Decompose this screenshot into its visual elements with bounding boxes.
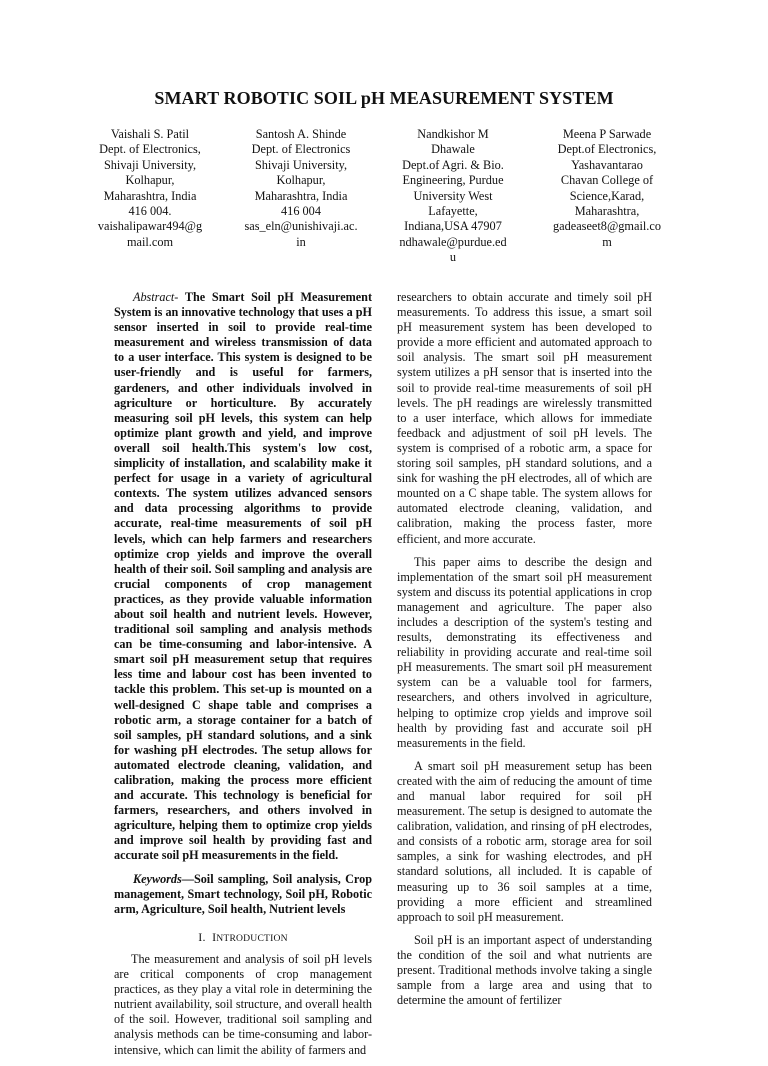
- author-2-dept: Dept. of Electronics: [251, 142, 351, 157]
- section-title-rest: NTRODUCTION: [216, 932, 288, 944]
- keywords-label: Keywords—: [133, 871, 194, 886]
- author-2-email: sas_eln@unishivaji.ac.: [244, 219, 358, 234]
- intro-paragraph-continued: researchers to obtain accurate and timely soil pH measurements. To address this issue, a smart soil pH measurement system has been developed to provide a more efficient and automated approach to soil analysis. The smart soil pH measurement system utilizes a pH sensor that is inserted into the soil to provide real-time measurements of soil pH levels. The pH readings are wirelessly transmitted to a user interface, which allows for immediate feedback and adjustment of soil pH levels. The system is comprised of a robotic arm, a space for storing soil samples, pH standard solutions, and a sink for washing the pH electrodes, all of which are mounted on a C shape table. The system allows for automated electrode cleaning, validation, and calibration, making the process faster, more efficient, and more accurate.: [397, 290, 652, 546]
- abstract-text: The Smart Soil pH Measurement System is an innovative technology that uses a pH sensor inserted in soil to provide real-time measurement and wireless transmission of data to a user interface. This system is designed to be user-friendly and is useful for farmers, gardeners, and other individuals involved in agriculture or horticulture. By accurately measuring soil pH levels, this system can help optimize plant growth and yield, and improve overall soil health.This system's low cost, simplicity of installation, and scalability make it perfect for usage in a variety of agricultural contexts. The system utilizes advanced sensors and data processing algorithms to provide accurate, real-time measurements of soil pH levels, which can help farmers and researchers optimize crop yields and improve the overall health of their soil. Soil sampling and analysis are crucial components of crop management practices, as they provide valuable information about soil health and nutrient levels. However, traditional soil sampling and analysis methods can be time-consuming and labor-intensive. A smart soil pH measurement setup that requires less time and labour cost has been invented to tackle this problem. This set-up is mounted on a well-designed C shape table and comprises a robotic arm, a storage container for a batch of soil samples, pH standard solutions, and a sink for washing pH electrodes. The setup allows for automated electrode cleaning, validation, and calibration, making the process more efficient and accurate. This technology is beneficial for farmers, researchers, and others involved in agriculture, helping them to optimize crop yields and improve soil health by providing fast and accurate soil pH measurements in the field.: [114, 290, 372, 863]
- author-3-university: University West: [413, 188, 493, 203]
- author-3: [393, 127, 513, 266]
- author-1-dept: Dept. of Electronics,: [99, 142, 201, 157]
- author-2-email-cont: in: [296, 234, 306, 249]
- author-2: [241, 127, 361, 250]
- author-4-email-cont: m: [602, 234, 612, 249]
- right-column: [397, 290, 652, 1016]
- intro-paragraph-3: A smart soil pH measurement setup has been created with the aim of reducing the amount of time and manual labor required for soil pH measurement. The setup is designed to automate the calibration, validation, and rinsing of pH electrodes, and consists of a robotic arm, storage area for soil samples, a sink for washing electrodes, and pH standard solutions, all included. It is capable of measuring up to 36 soil samples at a time, providing a more efficient and streamlined approach to soil pH measurement.: [397, 758, 652, 924]
- section-heading-introduction: [114, 930, 372, 946]
- author-3-name: Nandkishor M: [417, 127, 489, 141]
- author-4-college: Yashavantarao: [571, 157, 643, 172]
- author-2-region: Maharashtra, India: [254, 188, 348, 203]
- paper-title: SMART ROBOTIC SOIL pH MEASUREMENT SYSTEM: [154, 88, 614, 108]
- author-3-region: Indiana,USA 47907: [404, 219, 502, 234]
- author-1-postcode: 416 004.: [128, 204, 172, 219]
- author-3-name-cont: Dhawale: [431, 142, 475, 157]
- author-3-email: ndhawale@purdue.ed: [399, 234, 507, 249]
- intro-paragraph-4: Soil pH is an important aspect of understanding the condition of the soil and what nutrients are present. Traditional methods involve taking a single sample from a large area and using that to determine the amount of fertilizer: [397, 932, 652, 1008]
- author-2-name: Santosh A. Shinde: [255, 127, 347, 141]
- author-3-dept: Dept.of Agri. & Bio.: [402, 157, 504, 172]
- intro-paragraph-1: The measurement and analysis of soil pH levels are critical components of crop management practices, as they play a vital role in determining the nutrient availability, soil structure, and overall health of the soil. However, traditional soil sampling and analysis methods can be time-consuming and labor-intensive, which can limit the ability of farmers and: [114, 951, 372, 1057]
- author-1-region: Maharashtra, India: [103, 188, 197, 203]
- author-1-city: Kolhapur,: [125, 173, 175, 188]
- author-4-region: Maharashtra,: [574, 204, 640, 219]
- intro-paragraph-2: This paper aims to describe the design and implementation of the smart soil pH measurement system and discuss its potential applications in crop management and agriculture. The paper also includes a description of the system's testing and results, demonstrating its effectiveness and reliability in providing accurate and real-time soil pH measurements. The smart soil pH measurement system can be a valuable tool for farmers, researchers, and others involved in agriculture, helping to optimize crop yields and improve soil health by providing fast and accurate soil pH measurements in the field.: [397, 554, 652, 750]
- author-2-city: Kolhapur,: [276, 173, 326, 188]
- author-1-email-cont: mail.com: [126, 234, 174, 249]
- section-first-letter: I: [212, 929, 217, 944]
- author-1-email: vaishalipawar494@g: [97, 219, 203, 234]
- keywords-text: Soil sampling, Soil analysis, Crop management, Smart technology, Soil pH, Robotic arm, Agriculture, Soil health, Nutrient levels: [114, 871, 372, 916]
- abstract: [114, 290, 372, 864]
- author-1-university: Shivaji University,: [103, 157, 197, 172]
- author-1-name: Vaishali S. Patil: [110, 127, 190, 141]
- author-4-email: gadeaseet8@gmail.co: [553, 219, 661, 234]
- author-4-name: Meena P Sarwade: [562, 127, 652, 141]
- author-block: [90, 127, 710, 265]
- author-2-postcode: 416 004: [281, 204, 321, 219]
- keywords: [114, 872, 372, 917]
- author-3-dept-cont: Engineering, Purdue: [402, 173, 504, 188]
- author-3-city: Lafayette,: [428, 204, 478, 219]
- author-4-city: Science,Karad,: [569, 188, 645, 203]
- section-numeral: I.: [198, 929, 206, 944]
- author-4: [542, 127, 672, 250]
- author-2-university: Shivaji University,: [254, 157, 348, 172]
- author-4-college-cont: Chavan College of: [560, 173, 654, 188]
- author-3-email-cont: u: [449, 250, 457, 265]
- abstract-label: Abstract-: [133, 290, 179, 304]
- author-4-dept: Dept.of Electronics,: [557, 142, 657, 157]
- author-1: [90, 127, 210, 250]
- left-column: [114, 290, 372, 1066]
